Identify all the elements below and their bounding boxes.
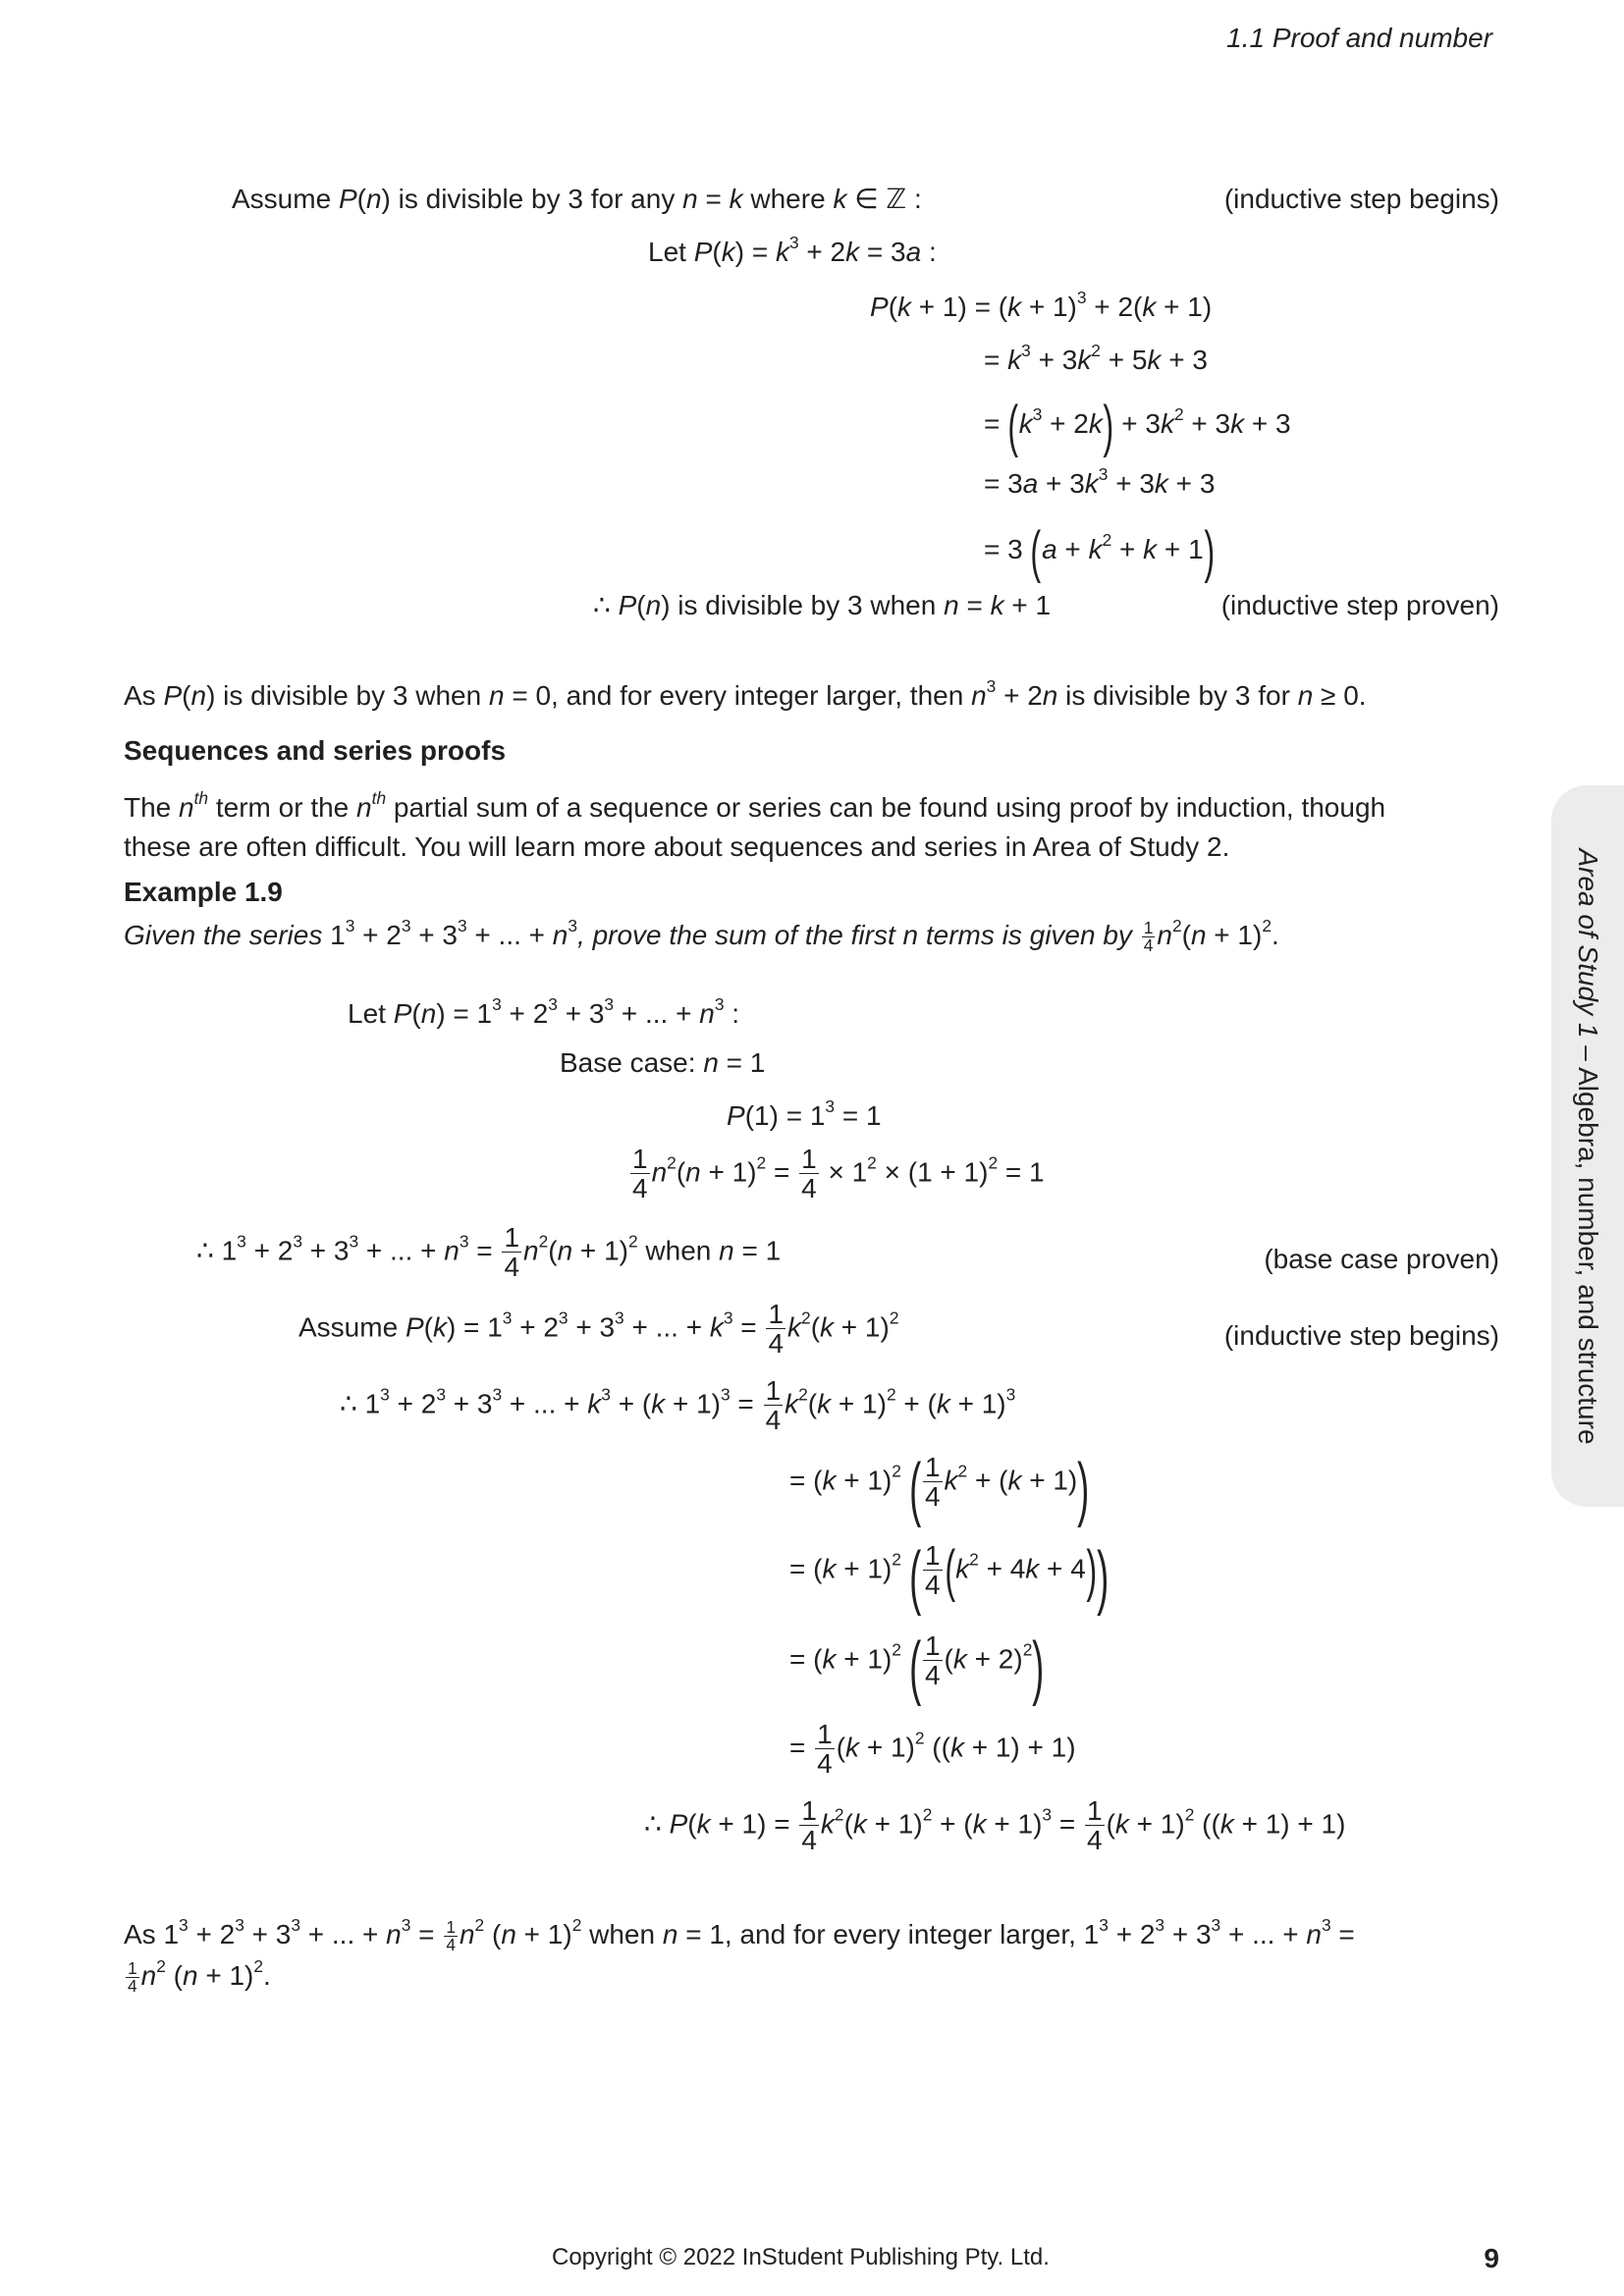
final-conclusion-line: ∴ P(k + 1) = $\frac{1}{4}$ $k^2(k + 1)^2 + (k + 1)^3$ = $\frac{1}{4}$ $(k + 1)^2$ ((k + 1) + 1)	[644, 1795, 1346, 1856]
sum-k1-line: ∴ $1^3 + 2^3 + 3^3$ + ... + $k^3 + (k + 1)^3$ = $\frac{1}{4}$ $k^2(k + 1)^2 + (k + 1)^3$	[340, 1375, 1016, 1436]
p1-line: $P(1) = 1^3 = 1$	[727, 1095, 882, 1131]
sum-step-1: = $(k + 1)^2$ ( $\frac{1}{4}$ $k^2 + (k + 1)$)	[789, 1448, 1090, 1528]
base-case-line: Base case: n = 1	[560, 1047, 766, 1078]
note-inductive-begins-2: (inductive step begins)	[1223, 1320, 1499, 1351]
paragraph-sequences-2: these are often difficult. You will learn more about sequences and series in Area of Study 2.	[124, 831, 1230, 862]
note-inductive-begins: (inductive step begins)	[1223, 184, 1499, 214]
assume-line: Assume P(n) is divisible by 3 for any n = k where k ∈ ℤ :	[232, 184, 922, 214]
note-base-proven: (base case proven)	[1264, 1244, 1499, 1274]
base-conclusion-line: ∴ $1^3 + 2^3 + 3^3$ + ... + $n^3$ = $\frac{1}{4}$ $n^2(n + 1)^2$ when n = 1	[196, 1222, 782, 1283]
closing-paragraph-1: As $1^3 + 2^3 + 3^3$ + ... + $n^3$ = $\frac{1}{4}$ $n^2$ $(n + 1)^2$ when n = 1, and for every integer larger, $1^3 + 2^3 + 3^3$ + ... + $n^3$ =	[124, 1914, 1355, 1955]
conclusion-line: ∴ P(n) is divisible by 3 when n = k + 1	[593, 590, 1052, 620]
equation-step-1: = $k^3 + 3k^2 + 5k + 3$	[984, 340, 1208, 375]
section-heading: Sequences and series proofs	[124, 735, 507, 766]
paragraph-sequences-1: The $n^{th}$ term or the $n^{th}$ partial sum of a sequence or series can be found using proof by induction, though	[124, 787, 1386, 823]
equation-step-4: = 3 $(a + k^2 + k + 1)$	[984, 520, 1215, 584]
example-title: Example 1.9	[124, 877, 283, 907]
closing-paragraph-2: $\frac{1}{4}$ $n^2$ $(n + 1)^2$.	[128, 1955, 271, 1997]
let-pk-line: Let $P(k) = k^3 + 2k = 3a$ :	[648, 232, 937, 267]
assume-pk-line: Assume $P(k) = 1^3 + 2^3 + 3^3$ + ... + $k^3$ = $\frac{1}{4}$ $k^2(k + 1)^2$	[298, 1299, 899, 1360]
paragraph-divisible: As P(n) is divisible by 3 when n = 0, and for every integer larger, then $n^3 + 2n$ is divisible by 3 for n ≥ 0.	[124, 675, 1367, 711]
sum-step-4: = $\frac{1}{4}$ $(k + 1)^2$ ((k + 1) + 1)	[789, 1719, 1076, 1780]
side-tab-label: Area of Study 1 – Algebra, number, and structure	[1573, 847, 1603, 1445]
equation-pk1: $P(k + 1) = (k + 1)^3 + 2(k + 1)$	[870, 287, 1213, 322]
sum-step-3: = $(k + 1)^2$ ( $\frac{1}{4}$ $(k + 2)^2$)	[789, 1627, 1045, 1707]
note-inductive-proven: (inductive step proven)	[1220, 590, 1499, 620]
sum-step-2: = $(k + 1)^2$ ( $\frac{1}{4}$ $(k^2 + 4k + 4)$)	[789, 1536, 1110, 1617]
running-header: 1.1 Proof and number	[1226, 23, 1492, 53]
let-pn-line: Let $P(n) = 1^3 + 2^3 + 3^3$ + ... + $n^3$ :	[348, 993, 740, 1029]
footer-copyright: Copyright © 2022 InStudent Publishing Pty. Ltd.	[552, 2244, 1050, 2270]
equation-step-2: = $(k^3 + 2k) + 3k^2 + 3k + 3$	[984, 395, 1291, 458]
equation-step-3: = $3a + 3k^3 + 3k + 3$	[984, 463, 1216, 499]
page-number: 9	[1484, 2243, 1499, 2273]
example-statement: Given the series $1^3 + 2^3 + 3^3$ + ... + $n^3$, prove the sum of the first n terms is given by $\frac{1}{4}$ $n^2(n + 1)^2$.	[124, 915, 1279, 956]
formula-check-line: $\frac{1}{4}$ $n^2(n + 1)^2$ = $\frac{1}{4}$ × $1^2 \times (1 + 1)^2 = 1$	[632, 1144, 1045, 1204]
side-tab	[1551, 785, 1624, 1507]
